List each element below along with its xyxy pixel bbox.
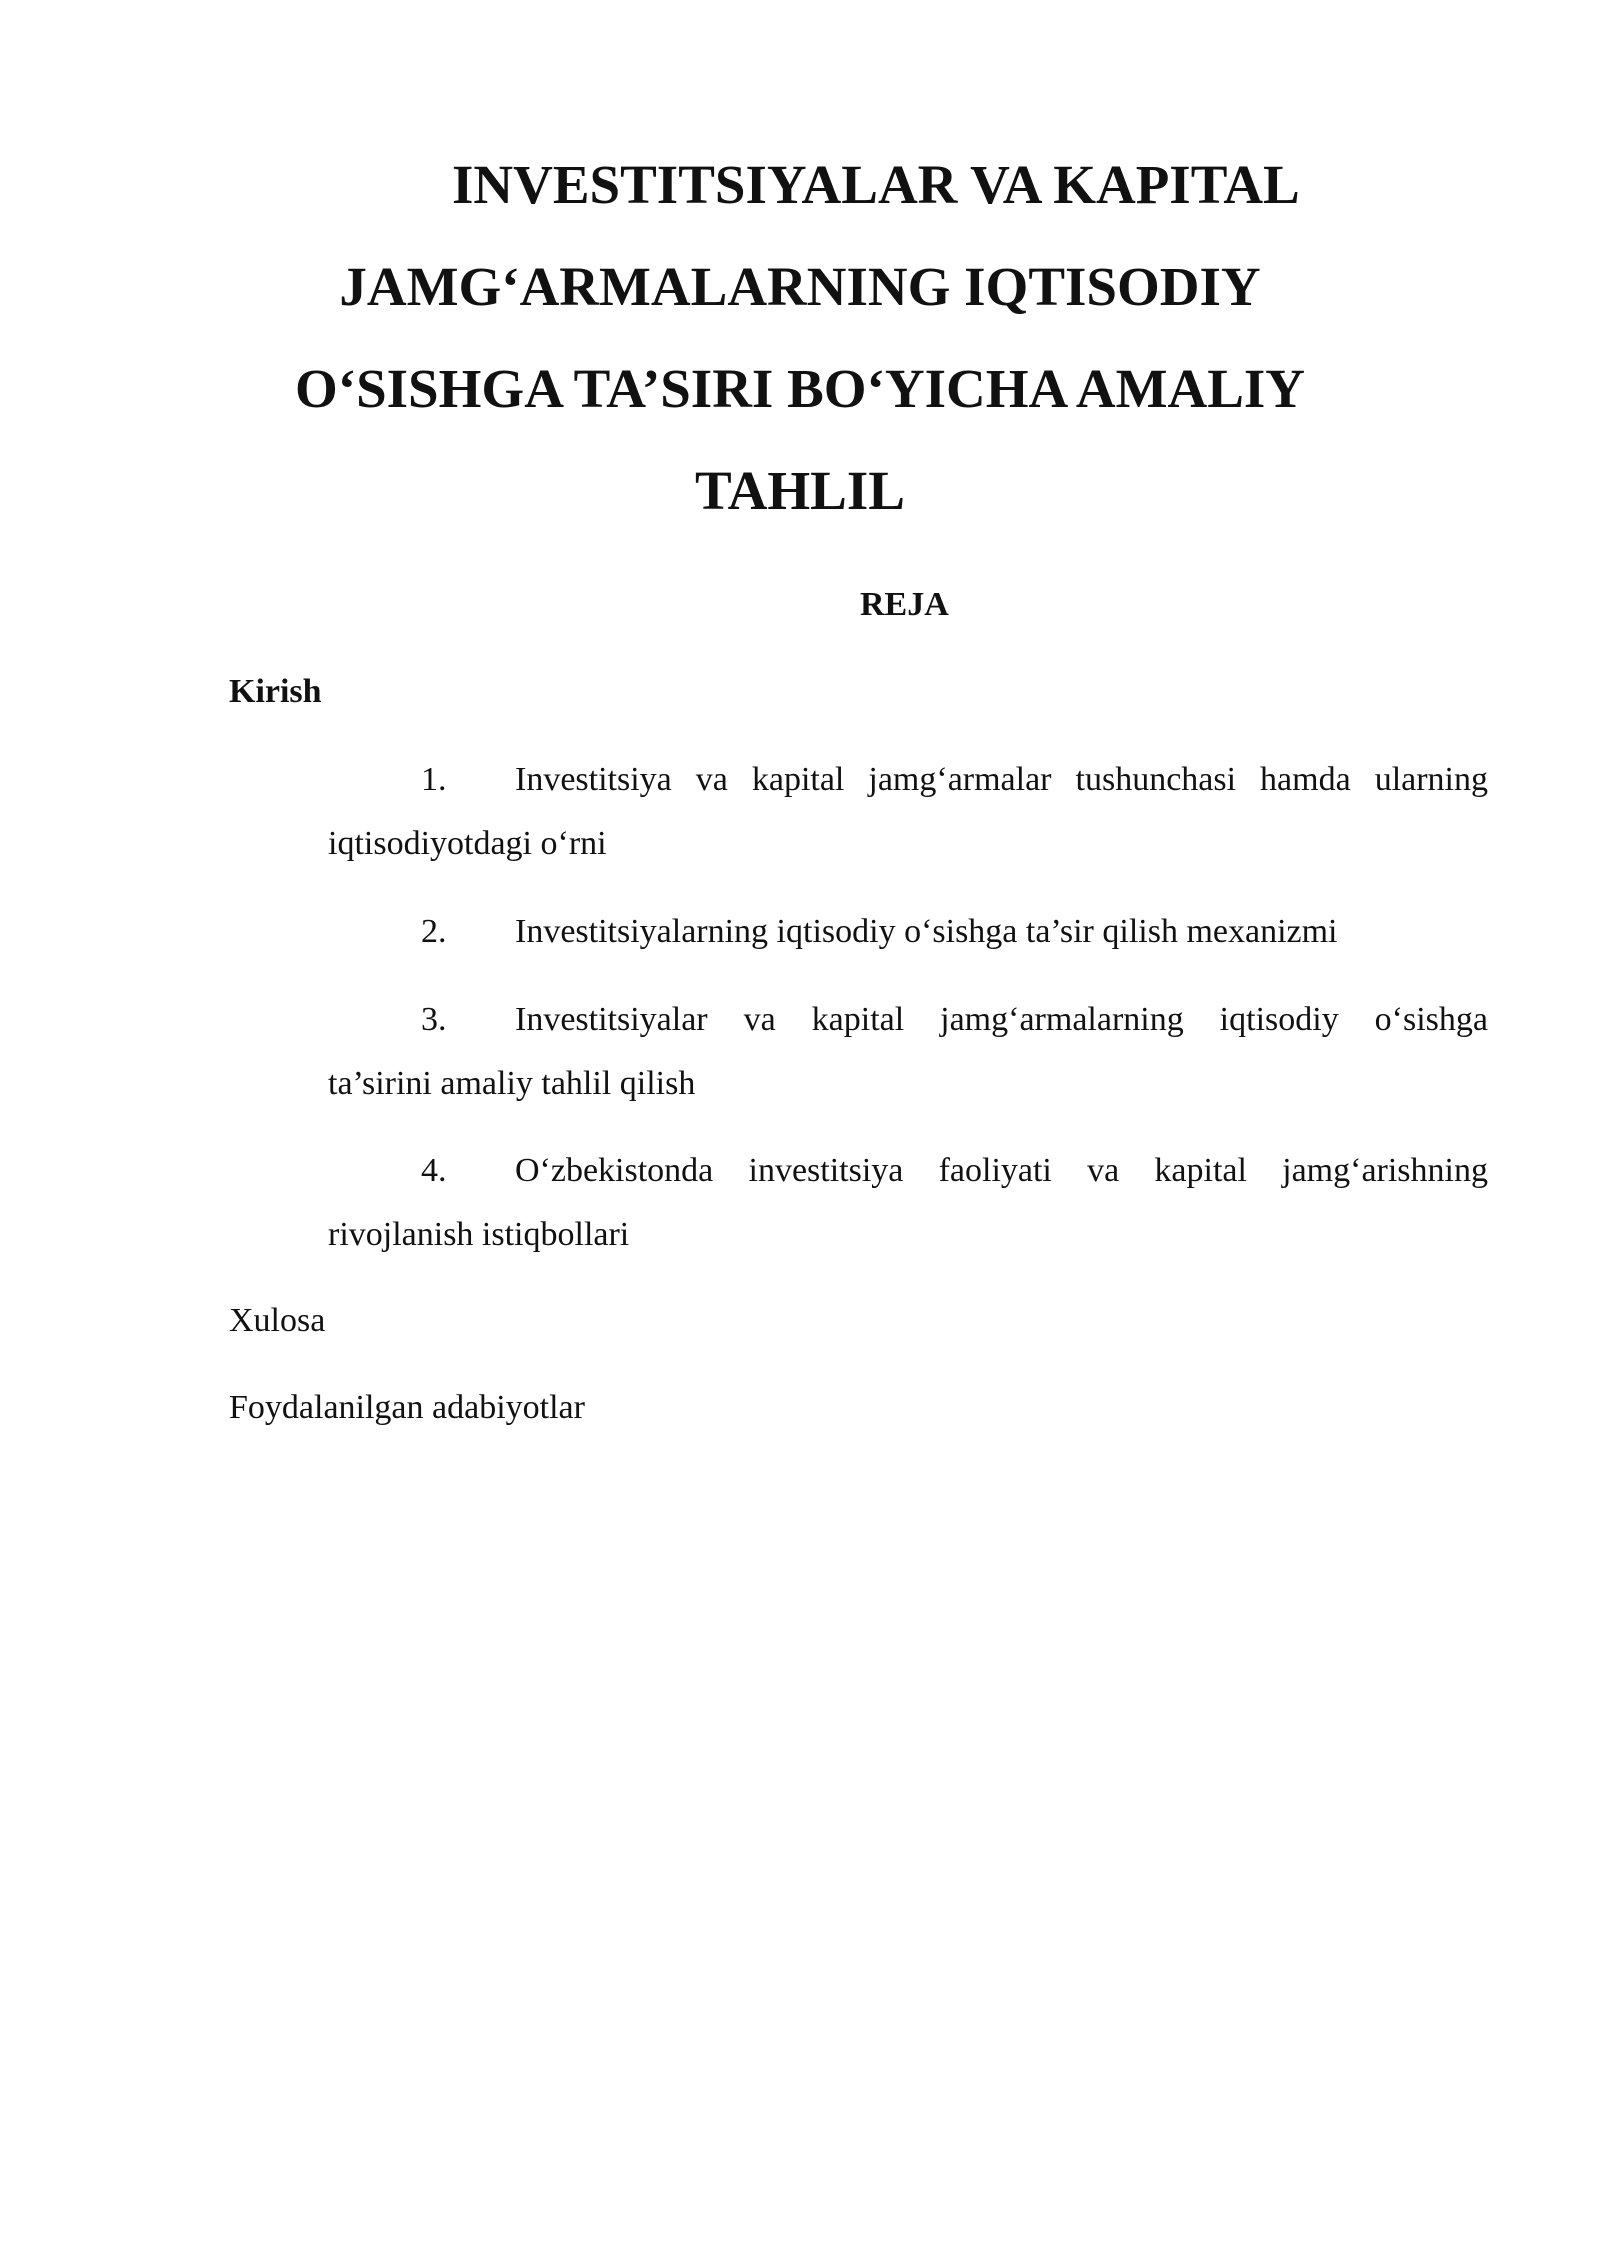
plan-item-text: O‘zbekistonda investitsiya faoliyati va kapital jamg‘arishning [515, 1152, 1488, 1189]
section-references: Foydalanilgan adabiyotlar [229, 1389, 585, 1426]
plan-item-number: 4. [421, 1152, 447, 1189]
plan-item-4 [328, 1139, 1488, 1267]
title-line-1 [0, 153, 1600, 217]
title-line-3: O‘SISHGA TA’SIRI BO‘YICHA AMALIY [294, 358, 1306, 419]
plan-item-1 [328, 748, 1488, 876]
plan-item-text: Investitsiyalarning iqtisodiy o‘sishga ta’sir qilish mexanizmi [515, 913, 1338, 950]
title-line-1-text: INVESTITSIYALAR VA KAPITAL [452, 154, 1300, 215]
plan-item-2 [328, 900, 1488, 964]
plan-item-text-continued: iqtisodiyotdagi o‘rni [328, 825, 607, 862]
plan-item-text-continued: rivojlanish istiqbollari [328, 1216, 630, 1253]
title-line-2: JAMG‘ARMALARNING IQTISODIY [339, 256, 1261, 317]
plan-item-number: 2. [421, 913, 447, 950]
plan-item-number: 1. [421, 761, 447, 798]
section-introduction: Kirish [229, 673, 322, 710]
section-conclusion: Xulosa [229, 1302, 326, 1339]
plan-item-number: 3. [421, 1001, 447, 1038]
plan-item-text: Investitsiyalar va kapital jamg‘armalarning iqtisodiy o‘sishga [515, 1001, 1488, 1038]
plan-heading: REJA [860, 586, 949, 623]
plan-item-text-continued: ta’sirini amaliy tahlil qilish [328, 1065, 696, 1102]
plan-item-text: Investitsiya va kapital jamg‘armalar tushunchasi hamda ularning [515, 761, 1488, 798]
plan-item-3 [328, 988, 1488, 1116]
title-line-4: TAHLIL [695, 460, 905, 521]
